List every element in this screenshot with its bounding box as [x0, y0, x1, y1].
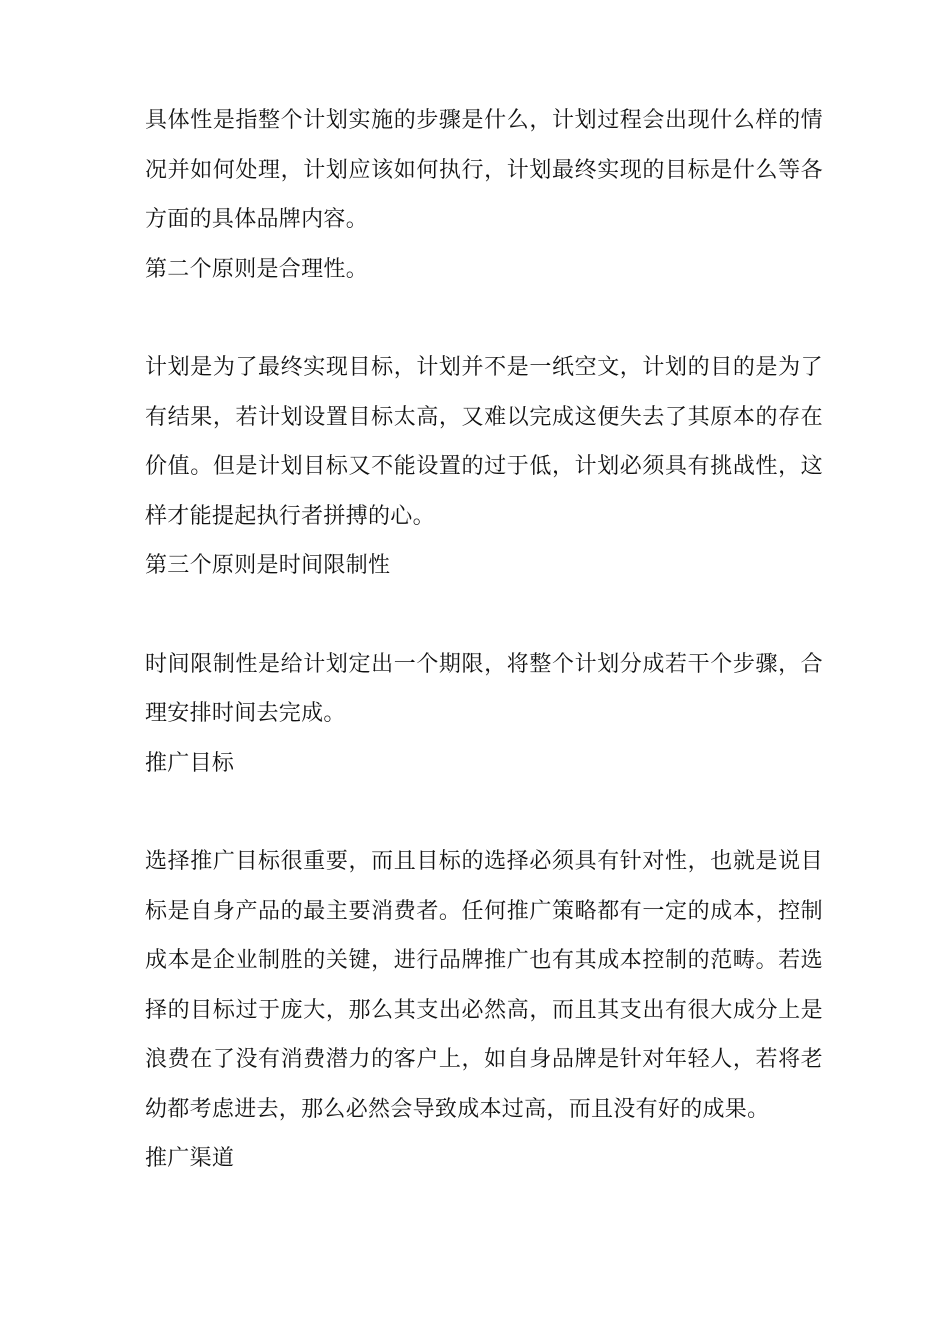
paragraph-specificity: 具体性是指整个计划实施的步骤是什么，计划过程会出现什么样的情况并如何处理，计划应该如何执行，计划最终实现的目标是什么等各方面的具体品牌内容。	[145, 108, 823, 232]
paragraph-spacer	[145, 591, 823, 640]
document-body	[145, 96, 823, 1184]
heading-third-principle: 第三个原则是时间限制性	[145, 553, 391, 578]
paragraph-time-limit: 时间限制性是给计划定出一个期限，将整个计划分成若干个步骤，合理安排时间去完成。	[145, 651, 823, 726]
paragraph-target-selection: 选择推广目标很重要，而且目标的选择必须具有针对性，也就是说目标是自身产品的最主要消费者。任何推广策略都有一定的成本，控制成本是企业制胜的关键，进行品牌推广也有其成本控制的范畴。若选择的目标过于庞大，那么其支出必然高，而且其支出有很大成分上是浪费在了没有消费潜力的客户上，如自身品牌是针对年轻人，若将老幼都考虑进去，那么必然会导致成本过高，而且没有好的成果。	[145, 849, 823, 1122]
paragraph-spacer	[145, 788, 823, 837]
heading-promotion-target: 推广目标	[145, 750, 235, 776]
paragraph-spacer	[145, 294, 823, 343]
paragraph-reasonableness: 计划是为了最终实现目标，计划并不是一纸空文，计划的目的是为了有结果，若计划设置目标太高，又难以完成这便失去了其原本的存在价值。但是计划目标又不能设置的过于低，计划必须具有挑战性，这样才能提起执行者拼搏的心。	[145, 355, 823, 529]
heading-second-principle: 第二个原则是合理性。	[145, 256, 369, 282]
heading-promotion-channel: 推广渠道	[145, 1146, 235, 1171]
